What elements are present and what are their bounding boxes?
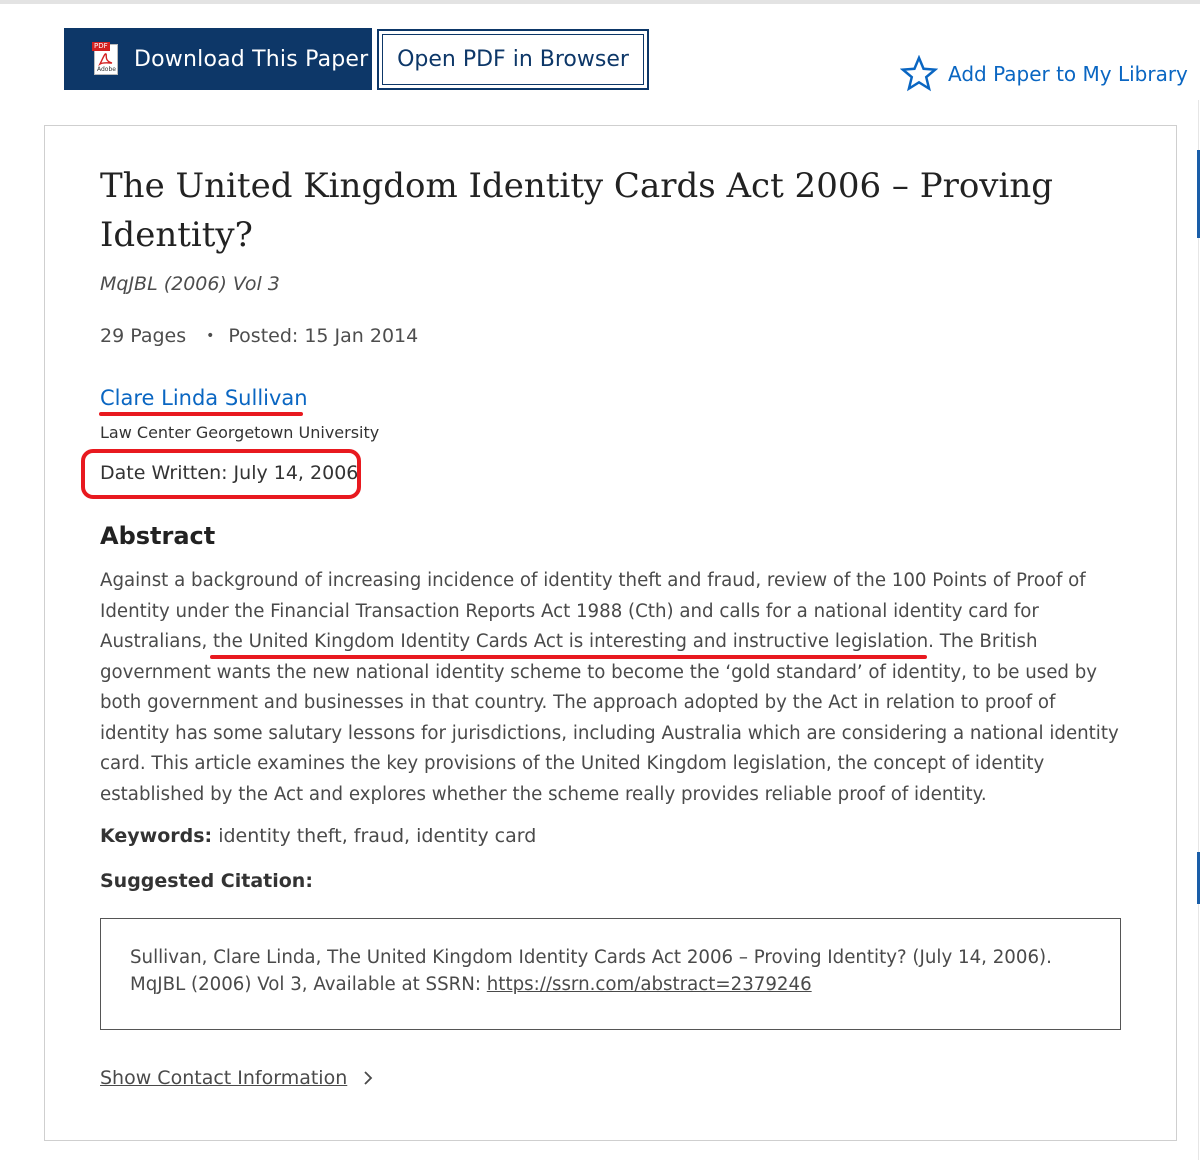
author-annotation-underline [99,412,303,416]
right-edge-rule [1198,100,1199,1160]
citation-text [130,944,1090,998]
pdf-tag: PDF [94,42,108,50]
posted-date: Posted: 15 Jan 2014 [228,325,419,347]
keywords-label: Keywords: [100,825,213,847]
download-paper-label: Download This Paper [134,46,369,72]
open-pdf-button[interactable] [377,29,649,90]
meta-separator: • [206,328,215,344]
pdf-file-icon [92,42,120,76]
add-to-library-button[interactable] [900,54,1188,94]
keywords [100,825,536,847]
date-annotation-box [81,449,361,499]
ssrn-link[interactable]: https://ssrn.com/abstract=2379246 [486,974,812,995]
citation-line-1: Sullivan, Clare Linda, The United Kingdom Identity Cards Act 2006 – Proving Identity? (July 14, 2006). [130,947,1052,968]
add-to-library-label: Add Paper to My Library [948,62,1188,86]
open-pdf-label: Open PDF in Browser [397,47,629,72]
show-contact-information[interactable] [100,1067,375,1089]
abstract-heading: Abstract [100,522,216,550]
paper-meta [100,325,418,347]
chevron-right-icon [361,1070,375,1086]
author-link[interactable]: Clare Linda Sullivan [100,386,308,410]
top-rule [0,0,1200,4]
date-written: Date Written: July 14, 2006 [100,462,359,484]
journal-reference: MqJBL (2006) Vol 3 [100,273,280,295]
abstract-annotation-underline [210,655,927,659]
show-contact-label: Show Contact Information [100,1067,348,1089]
abstract-text: Against a background of increasing incidence of identity theft and fraud, review of the 100 Points of Proof of Identity under the Financial Transaction Reports Act 1988 (Cth) and calls for a national identity card for Australians, the United Kingdom Identity Cards Act is interesting and instructive legislation. The British government wants the new national identity scheme to become the ‘gold standard’ of identity, to be used by both government and businesses in that country. The approach adopted by the Act in relation to proof of identity has some salutary lessons for jurisdictions, including Australia which are considering a national identity card. This article examines the key provisions of the United Kingdom legislation, the concept of identity established by the Act and explores whether the scheme really provides reliable proof of identity. [100,570,1119,805]
star-outline-icon [900,55,938,93]
citation-heading: Suggested Citation: [100,870,313,892]
author-affiliation: Law Center Georgetown University [100,423,380,442]
keywords-value: identity theft, fraud, identity card [212,825,537,847]
pdf-brand: Adobe [97,66,116,73]
paper-title: The United Kingdom Identity Cards Act 2006 – Proving Identity? [100,166,1054,255]
citation-line-2: MqJBL (2006) Vol 3, Available at SSRN: [130,974,487,995]
download-paper-button[interactable] [64,28,372,90]
adobe-swirl-icon [98,52,114,66]
page-count: 29 Pages [100,325,187,347]
